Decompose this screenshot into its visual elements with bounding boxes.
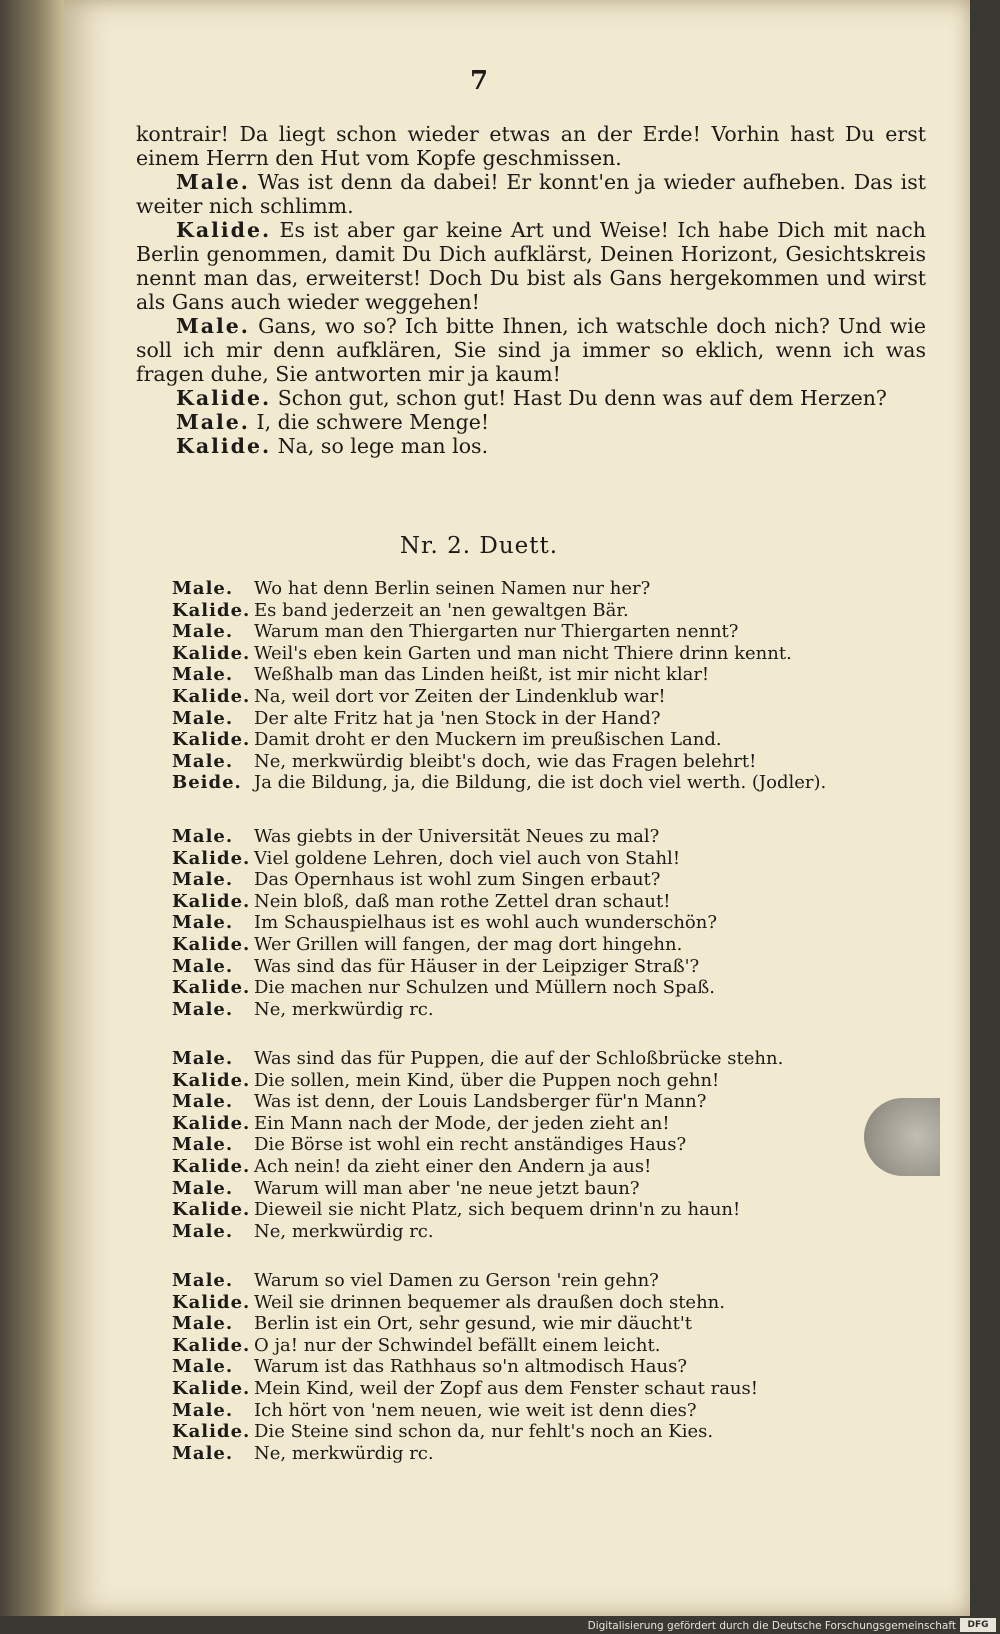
- verse-line: [172, 848, 912, 870]
- verse-line: [172, 1356, 912, 1378]
- verse-line: [172, 751, 912, 773]
- speaker-name: Kalide.: [176, 386, 272, 410]
- speaker-name: Male.: [172, 1442, 234, 1464]
- verse-line: [172, 1443, 912, 1465]
- verse-text: O ja! nur der Schwindel befällt einem leicht.: [254, 1334, 661, 1356]
- verse-line: [172, 1313, 912, 1335]
- prose-paragraph: [136, 434, 926, 458]
- verse-line: [172, 869, 912, 891]
- speaker-name: Kalide.: [172, 1377, 251, 1399]
- verse-text: Was sind das für Puppen, die auf der Schloßbrücke stehn.: [254, 1048, 784, 1069]
- speaker-name: Male.: [172, 750, 234, 772]
- speaker-name: Male.: [172, 998, 234, 1020]
- verse-line: [172, 729, 912, 751]
- verse-line: [172, 1070, 912, 1092]
- verse-line: [172, 977, 912, 999]
- speaker-name: Kalide.: [176, 434, 272, 458]
- speaker-name: Male.: [172, 1048, 234, 1069]
- speaker-name: Beide.: [172, 772, 242, 794]
- dfg-logo-icon: DFG: [960, 1618, 996, 1632]
- speaker-name: Male.: [172, 955, 234, 977]
- prose-paragraph: [136, 122, 926, 170]
- verse-line: [172, 1378, 912, 1400]
- speaker-name: Kalide.: [172, 890, 251, 912]
- verse-line: [172, 1113, 912, 1135]
- verse-stanza-4: [172, 1270, 912, 1464]
- verse-text: Die Börse ist wohl ein recht anständiges Haus?: [254, 1134, 687, 1156]
- speaker-name: Male.: [172, 707, 234, 729]
- verse-text: Weßhalb man das Linden heißt, ist mir nicht klar!: [254, 664, 710, 686]
- prose-text: I, die schwere Menge!: [256, 410, 490, 434]
- verse-line: [172, 826, 912, 848]
- speaker-name: Kalide.: [172, 729, 251, 751]
- verse-text: Die sollen, mein Kind, über die Puppen noch gehn!: [254, 1069, 720, 1091]
- verse-text: Ne, merkwürdig rc.: [254, 998, 434, 1020]
- verse-text: Weil sie drinnen bequemer als draußen doch stehn.: [254, 1291, 725, 1313]
- verse-text: Ach nein! da zieht einer den Andern ja aus!: [254, 1155, 652, 1177]
- prose-paragraph: [136, 314, 926, 386]
- verse-text: Was sind das für Häuser in der Leipziger Straß'?: [254, 955, 700, 977]
- verse-line: [172, 1335, 912, 1357]
- page-number: 7: [469, 66, 489, 96]
- verse-line: [172, 772, 912, 794]
- speaker-name: Male.: [172, 1134, 234, 1156]
- verse-text: Der alte Fritz hat ja 'nen Stock in der Hand?: [254, 707, 661, 729]
- verse-text: Ja die Bildung, ja, die Bildung, die ist doch viel werth. (Jodler).: [254, 772, 827, 794]
- verse-text: Damit droht er den Muckern im preußischen Land.: [254, 729, 722, 751]
- verse-text: Mein Kind, weil der Zopf aus dem Fenster schaut raus!: [254, 1377, 758, 1399]
- speaker-name: Male.: [172, 1313, 234, 1335]
- verse-text: Dieweil sie nicht Platz, sich bequem drinn'n zu haun!: [254, 1199, 741, 1221]
- verse-text: Berlin ist ein Ort, sehr gesund, wie mir däucht't: [254, 1313, 693, 1335]
- prose-text: kontrair! Da liegt schon wieder etwas an der Erde! Vorhin hast Du erst einem Herrn den Hut vom Kopfe geschmissen.: [136, 122, 926, 170]
- prose-block: [136, 122, 926, 458]
- speaker-name: Kalide.: [176, 218, 272, 242]
- speaker-name: Kalide.: [172, 977, 251, 999]
- prose-text: Na, so lege man los.: [277, 434, 489, 458]
- verse-line: [172, 891, 912, 913]
- verse-line: [172, 1178, 912, 1200]
- speaker-name: Male.: [172, 1270, 234, 1291]
- speaker-name: Male.: [172, 912, 234, 934]
- verse-text: Weil's eben kein Garten und man nicht Thiere drinn kennt.: [254, 642, 792, 664]
- speaker-name: Kalide.: [172, 1112, 251, 1134]
- book-page: [64, 0, 970, 1616]
- verse-line: [172, 664, 912, 686]
- speaker-name: Male.: [172, 621, 234, 643]
- prose-text: Schon gut, schon gut! Hast Du denn was auf dem Herzen?: [277, 386, 887, 410]
- verse-line: [172, 621, 912, 643]
- speaker-name: Male.: [172, 1399, 234, 1421]
- book-spine-shadow: [0, 0, 64, 1616]
- speaker-name: Male.: [172, 578, 234, 599]
- speaker-name: Male.: [172, 869, 234, 891]
- verse-text: Na, weil dort vor Zeiten der Lindenklub war!: [254, 685, 666, 707]
- verse-stanza-2: [172, 826, 912, 1020]
- verse-text: Es band jederzeit an 'nen gewaltgen Bär.: [254, 599, 629, 621]
- verse-line: [172, 934, 912, 956]
- verse-line: [172, 600, 912, 622]
- speaker-name: Kalide.: [172, 1069, 251, 1091]
- speaker-name: Kalide.: [172, 685, 251, 707]
- verse-text: Was ist denn, der Louis Landsberger für'n Mann?: [254, 1091, 707, 1113]
- speaker-name: Kalide.: [172, 1334, 251, 1356]
- verse-line: [172, 1400, 912, 1422]
- prose-paragraph: [136, 410, 926, 434]
- verse-text: Warum so viel Damen zu Gerson 'rein gehn?: [254, 1270, 659, 1291]
- speaker-name: Kalide.: [172, 1421, 251, 1443]
- verse-line: [172, 1270, 912, 1292]
- speaker-name: Kalide.: [172, 933, 251, 955]
- speaker-name: Male.: [172, 664, 234, 686]
- verse-line: [172, 999, 912, 1021]
- speaker-name: Male.: [172, 1177, 234, 1199]
- prose-text: Es ist aber gar keine Art und Weise! Ich habe Dich mit nach Berlin genommen, damit Du Dich aufklärst, Deinen Horizont, Gesichtskreis nennt man das, erweiterst! Doch Du bist als Gans hergekommen und wirst als Gans auch wieder weggehen!: [136, 218, 926, 314]
- verse-line: [172, 1048, 912, 1070]
- verse-line: [172, 1199, 912, 1221]
- verse-text: Das Opernhaus ist wohl zum Singen erbaut?: [254, 869, 661, 891]
- verse-text: Wer Grillen will fangen, der mag dort hingehn.: [254, 933, 683, 955]
- speaker-name: Male.: [172, 826, 234, 847]
- speaker-name: Kalide.: [172, 847, 251, 869]
- verse-text: Ich hört von 'nem neuen, wie weit ist denn dies?: [254, 1399, 697, 1421]
- verse-text: Im Schauspielhaus ist es wohl auch wunderschön?: [254, 912, 717, 934]
- speaker-name: Kalide.: [172, 642, 251, 664]
- speaker-name: Kalide.: [172, 1155, 251, 1177]
- verse-line: [172, 1221, 912, 1243]
- verse-text: Was giebts in der Universität Neues zu mal?: [254, 826, 660, 847]
- verse-text: Nein bloß, daß man rothe Zettel dran schaut!: [254, 890, 671, 912]
- verse-line: [172, 1292, 912, 1314]
- speaker-name: Male.: [176, 170, 250, 194]
- prose-paragraph: [136, 218, 926, 314]
- verse-line: [172, 643, 912, 665]
- verse-text: Die machen nur Schulzen und Müllern noch Spaß.: [254, 977, 716, 999]
- verse-text: Warum man den Thiergarten nur Thiergarten nennt?: [254, 621, 739, 643]
- speaker-name: Kalide.: [172, 1291, 251, 1313]
- prose-text: Gans, wo so? Ich bitte Ihnen, ich watschle doch nich? Und wie soll ich mir denn aufklären, Sie sind ja immer so eklich, wenn ich was fragen duhe, Sie antworten mir ja kaum!: [136, 314, 926, 386]
- verse-line: [172, 956, 912, 978]
- verse-text: Warum will man aber 'ne neue jetzt baun?: [254, 1177, 640, 1199]
- verse-line: [172, 1091, 912, 1113]
- verse-text: Die Steine sind schon da, nur fehlt's noch an Kies.: [254, 1421, 714, 1443]
- speaker-name: Male.: [172, 1356, 234, 1378]
- speaker-name: Male.: [172, 1091, 234, 1113]
- verse-text: Warum ist das Rathhaus so'n altmodisch Haus?: [254, 1356, 688, 1378]
- prose-paragraph: [136, 170, 926, 218]
- verse-line: [172, 708, 912, 730]
- verse-line: [172, 912, 912, 934]
- speaker-name: Male.: [176, 410, 250, 434]
- speaker-name: Male.: [172, 1220, 234, 1242]
- section-title: Nr. 2. Duett.: [399, 533, 559, 559]
- prose-text: Was ist denn da dabei! Er konnt'en ja wieder aufheben. Das ist weiter nich schlimm.: [136, 170, 926, 218]
- verse-stanza-3: [172, 1048, 912, 1242]
- verse-text: Viel goldene Lehren, doch viel auch von Stahl!: [254, 847, 681, 869]
- speaker-name: Kalide.: [172, 599, 251, 621]
- verse-text: Ne, merkwürdig rc.: [254, 1442, 434, 1464]
- verse-text: Wo hat denn Berlin seinen Namen nur her?: [254, 578, 651, 599]
- verse-line: [172, 578, 912, 600]
- speaker-name: Male.: [176, 314, 250, 338]
- verse-line: [172, 686, 912, 708]
- verse-text: Ne, merkwürdig rc.: [254, 1220, 434, 1242]
- verse-line: [172, 1134, 912, 1156]
- speaker-name: Kalide.: [172, 1199, 251, 1221]
- digitization-credit: Digitalisierung gefördert durch die Deutsche Forschungsgemeinschaft: [587, 1620, 956, 1632]
- scanner-thumb-shadow: [864, 1098, 940, 1176]
- verse-line: [172, 1156, 912, 1178]
- prose-paragraph: [136, 386, 926, 410]
- verse-text: Ne, merkwürdig bleibt's doch, wie das Fragen belehrt!: [254, 750, 757, 772]
- verse-stanza-1: [172, 578, 912, 794]
- verse-line: [172, 1421, 912, 1443]
- verse-text: Ein Mann nach der Mode, der jeden zieht an!: [254, 1112, 670, 1134]
